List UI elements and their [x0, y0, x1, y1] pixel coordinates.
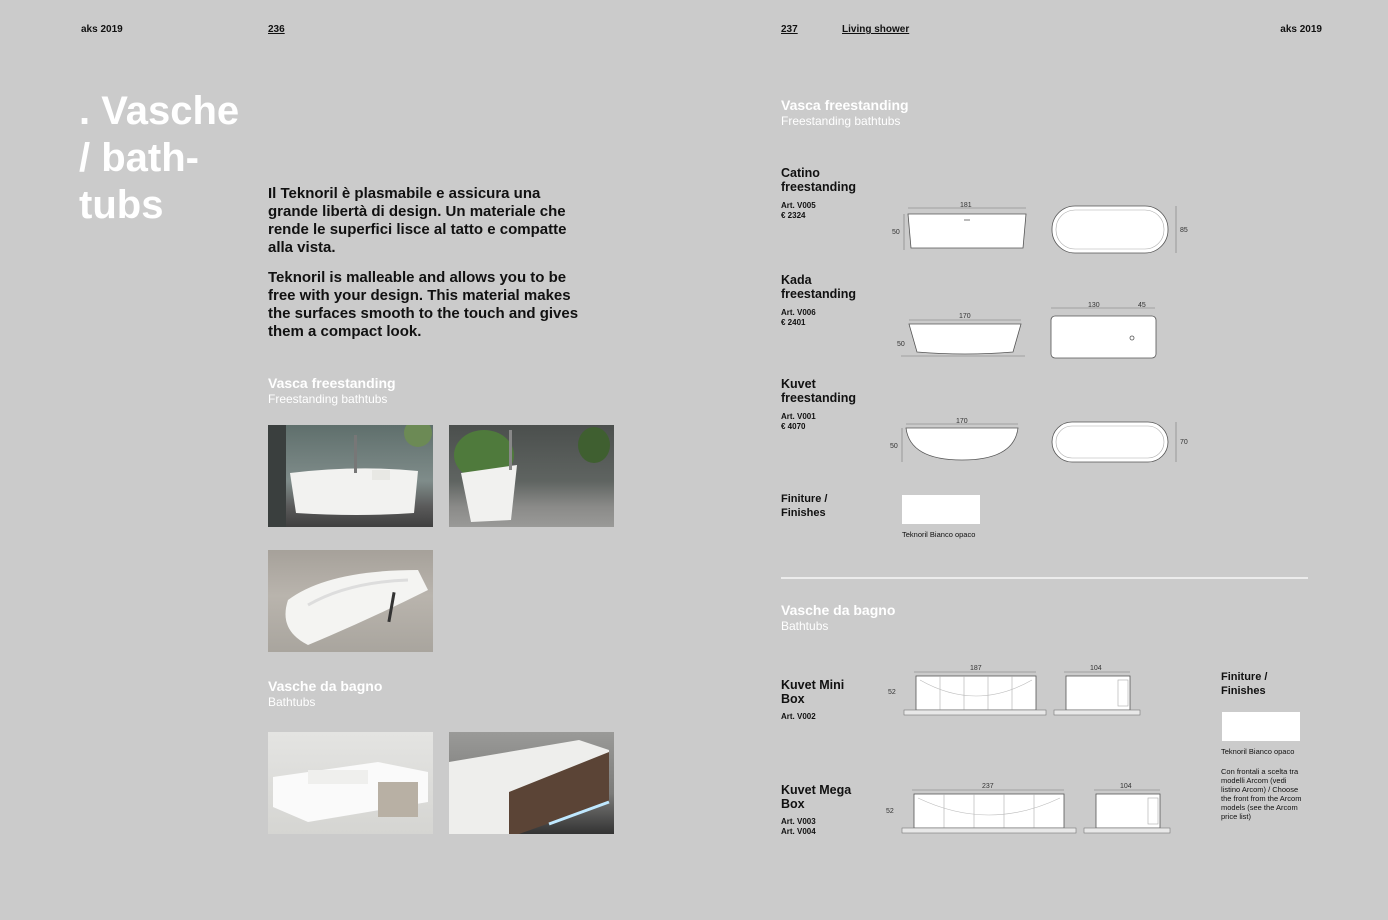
- product-kuvet-mega-box: [781, 783, 851, 837]
- left-brand: aks 2019: [81, 24, 123, 35]
- product-catino: [781, 166, 856, 221]
- finishes-label: Finiture / Finishes: [781, 493, 828, 519]
- photo-kada-bathtub: [449, 425, 614, 527]
- product-name: Catino freestanding: [781, 166, 857, 194]
- bathtub-illustration: [449, 425, 614, 527]
- product-kada: [781, 273, 856, 328]
- finish-swatch-white[interactable]: [1222, 712, 1300, 741]
- product-name: Kuvet Mini Box: [781, 678, 845, 706]
- bathtub-illustration: [268, 732, 433, 834]
- svg-text:181: 181: [960, 202, 972, 209]
- kuvet-mega-box-technical-drawing: [884, 780, 1176, 836]
- product-meta: Art. V001 € 4070: [781, 412, 816, 431]
- finishes-label: Finiture / Finishes: [1221, 671, 1268, 697]
- svg-text:45: 45: [1138, 302, 1146, 309]
- finishes-note: Con frontali a scelta tra modelli Arcom (vedi listino Arcom) / Choose the front from the Arcom models (see the Arcom price list): [1221, 767, 1302, 821]
- product-name: Kada freestanding: [781, 273, 857, 301]
- svg-text:50: 50: [892, 229, 900, 236]
- svg-text:70: 70: [1180, 439, 1188, 446]
- product-kuvet-mini-box: [781, 678, 844, 722]
- section-divider: [781, 577, 1308, 579]
- svg-text:85: 85: [1180, 227, 1188, 234]
- svg-text:237: 237: [982, 783, 994, 790]
- right-section-freestanding-heading: Vasca freestanding Freestanding bathtubs: [781, 97, 909, 128]
- photo-catino-bathtub: [268, 425, 433, 527]
- svg-text:104: 104: [1090, 665, 1102, 672]
- product-meta: Art. V005 € 2324: [781, 201, 816, 220]
- photo-kuvet-mini-box: [268, 732, 433, 834]
- svg-text:170: 170: [959, 313, 971, 320]
- finish-swatch-label: Teknoril Bianco opaco: [902, 530, 976, 539]
- right-page-number: 237: [781, 24, 798, 35]
- page-title: . Vasche / bath- tubs: [79, 89, 240, 227]
- left-page-number: 236: [268, 24, 285, 35]
- product-kuvet: [781, 377, 856, 432]
- kuvet-mini-box-technical-drawing: [886, 662, 1148, 718]
- finish-swatch-white[interactable]: [902, 495, 980, 524]
- right-brand: aks 2019: [1280, 24, 1322, 35]
- product-name: Kuvet Mega Box: [781, 783, 852, 811]
- left-section-freestanding-heading: Vasca freestanding Freestanding bathtubs: [268, 375, 396, 406]
- right-section-bathtubs-heading: Vasche da bagno Bathtubs: [781, 602, 896, 633]
- kuvet-technical-drawing: [888, 414, 1200, 466]
- intro-italian: Il Teknoril è plasmabile e assicura una grande libertà di design. Un materiale che rende le superfici lisce al tatto e compatte alla vista.: [268, 185, 567, 256]
- product-meta: Art. V002: [781, 712, 816, 721]
- intro-english: Teknoril is malleable and allows you to be free with your design. This material makes the surfaces smooth to the touch and gives them a compact look.: [268, 269, 579, 340]
- svg-text:130: 130: [1088, 302, 1100, 309]
- photo-kuvet-mega-box: [449, 732, 614, 834]
- finish-swatch-label: Teknoril Bianco opaco: [1221, 747, 1295, 756]
- kada-technical-drawing: [895, 298, 1165, 366]
- photo-kuvet-bathtub: [268, 550, 433, 652]
- bathtub-illustration: [449, 732, 614, 834]
- svg-text:52: 52: [886, 808, 894, 815]
- bathtub-illustration: [268, 550, 433, 652]
- svg-text:104: 104: [1120, 783, 1132, 790]
- product-name: Kuvet freestanding: [781, 377, 857, 405]
- product-meta: Art. V003 Art. V004: [781, 817, 816, 836]
- svg-text:50: 50: [897, 341, 905, 348]
- left-section-bathtubs-heading: Vasche da bagno Bathtubs: [268, 678, 383, 709]
- svg-text:50: 50: [890, 443, 898, 450]
- svg-text:187: 187: [970, 665, 982, 672]
- section-name: Living shower: [842, 24, 910, 35]
- bathtub-illustration: [268, 425, 433, 527]
- svg-text:52: 52: [888, 689, 896, 696]
- svg-text:170: 170: [956, 418, 968, 425]
- product-meta: Art. V006 € 2401: [781, 308, 816, 327]
- catino-technical-drawing: [890, 198, 1200, 260]
